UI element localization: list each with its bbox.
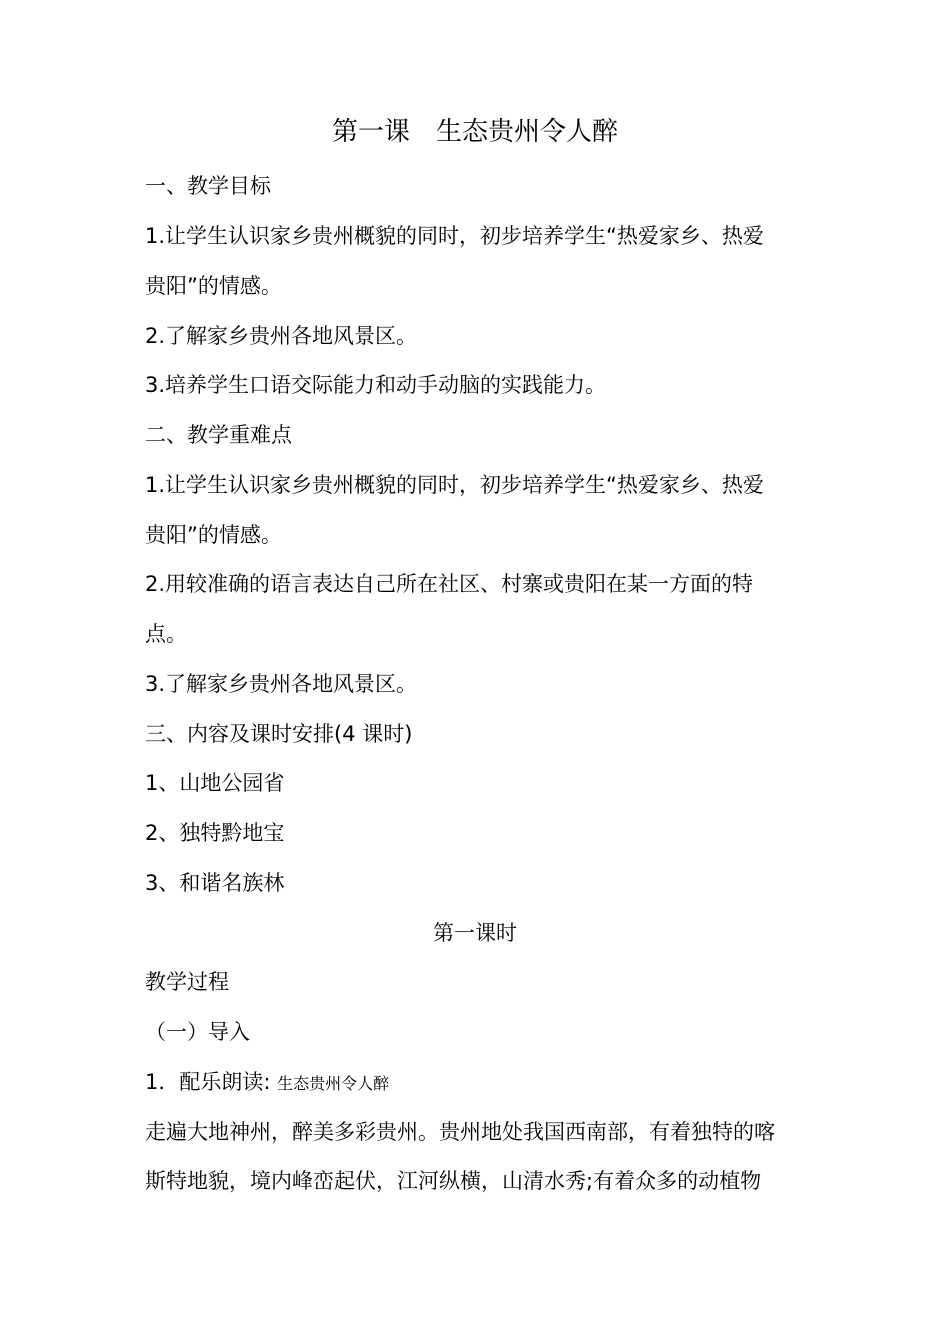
objectives-item-1-line-1: 1.让学生认识家乡贵州概貌的同时，初步培养学生“热爱家乡、热爱 [145, 224, 764, 248]
key-points-heading: 二、教学重难点 [145, 423, 292, 447]
lesson-1-heading: 第一课时 [433, 921, 517, 945]
reading-line [145, 1068, 810, 1098]
schedule-item-2: 2、独特黔地宝 [145, 821, 285, 845]
page-title: 第一课 生态贵州令人醉 [331, 117, 618, 147]
schedule-heading: 三、内容及课时安排(4 课时) [145, 722, 413, 746]
paragraph-line-2: 斯特地貌，境内峰峦起伏，江河纵横，山清水秀;有着众多的动植物 [145, 1169, 762, 1193]
objectives-item-3: 3.培养学生口语交际能力和动手动脑的实践能力。 [145, 373, 607, 397]
objectives-item-1-line-2: 贵阳”的情感。 [145, 274, 282, 298]
intro-heading: （一）导入 [145, 1020, 250, 1044]
paragraph-line-1: 走遍大地神州，醉美多彩贵州。贵州地处我国西南部，有着独特的喀 [145, 1120, 775, 1144]
reading-title: 生态贵州令人醉 [277, 1074, 390, 1093]
key-points-item-3: 3.了解家乡贵州各地风景区。 [145, 672, 418, 696]
teaching-process-label: 教学过程 [145, 970, 229, 994]
key-points-item-1-line-2: 贵阳”的情感。 [145, 523, 282, 547]
key-points-item-2-line-2: 点。 [145, 622, 187, 646]
objectives-item-2: 2.了解家乡贵州各地风景区。 [145, 324, 418, 348]
schedule-item-1: 1、山地公园省 [145, 771, 285, 795]
reading-label: 1．配乐朗读: [145, 1070, 278, 1094]
key-points-item-2-line-1: 2.用较准确的语言表达自己所在社区、村寨或贵阳在某一方面的特 [145, 572, 754, 596]
objectives-heading: 一、教学目标 [145, 174, 271, 198]
key-points-item-1-line-1: 1.让学生认识家乡贵州概貌的同时，初步培养学生“热爱家乡、热爱 [145, 473, 764, 497]
schedule-item-3: 3、和谐名族林 [145, 871, 285, 895]
